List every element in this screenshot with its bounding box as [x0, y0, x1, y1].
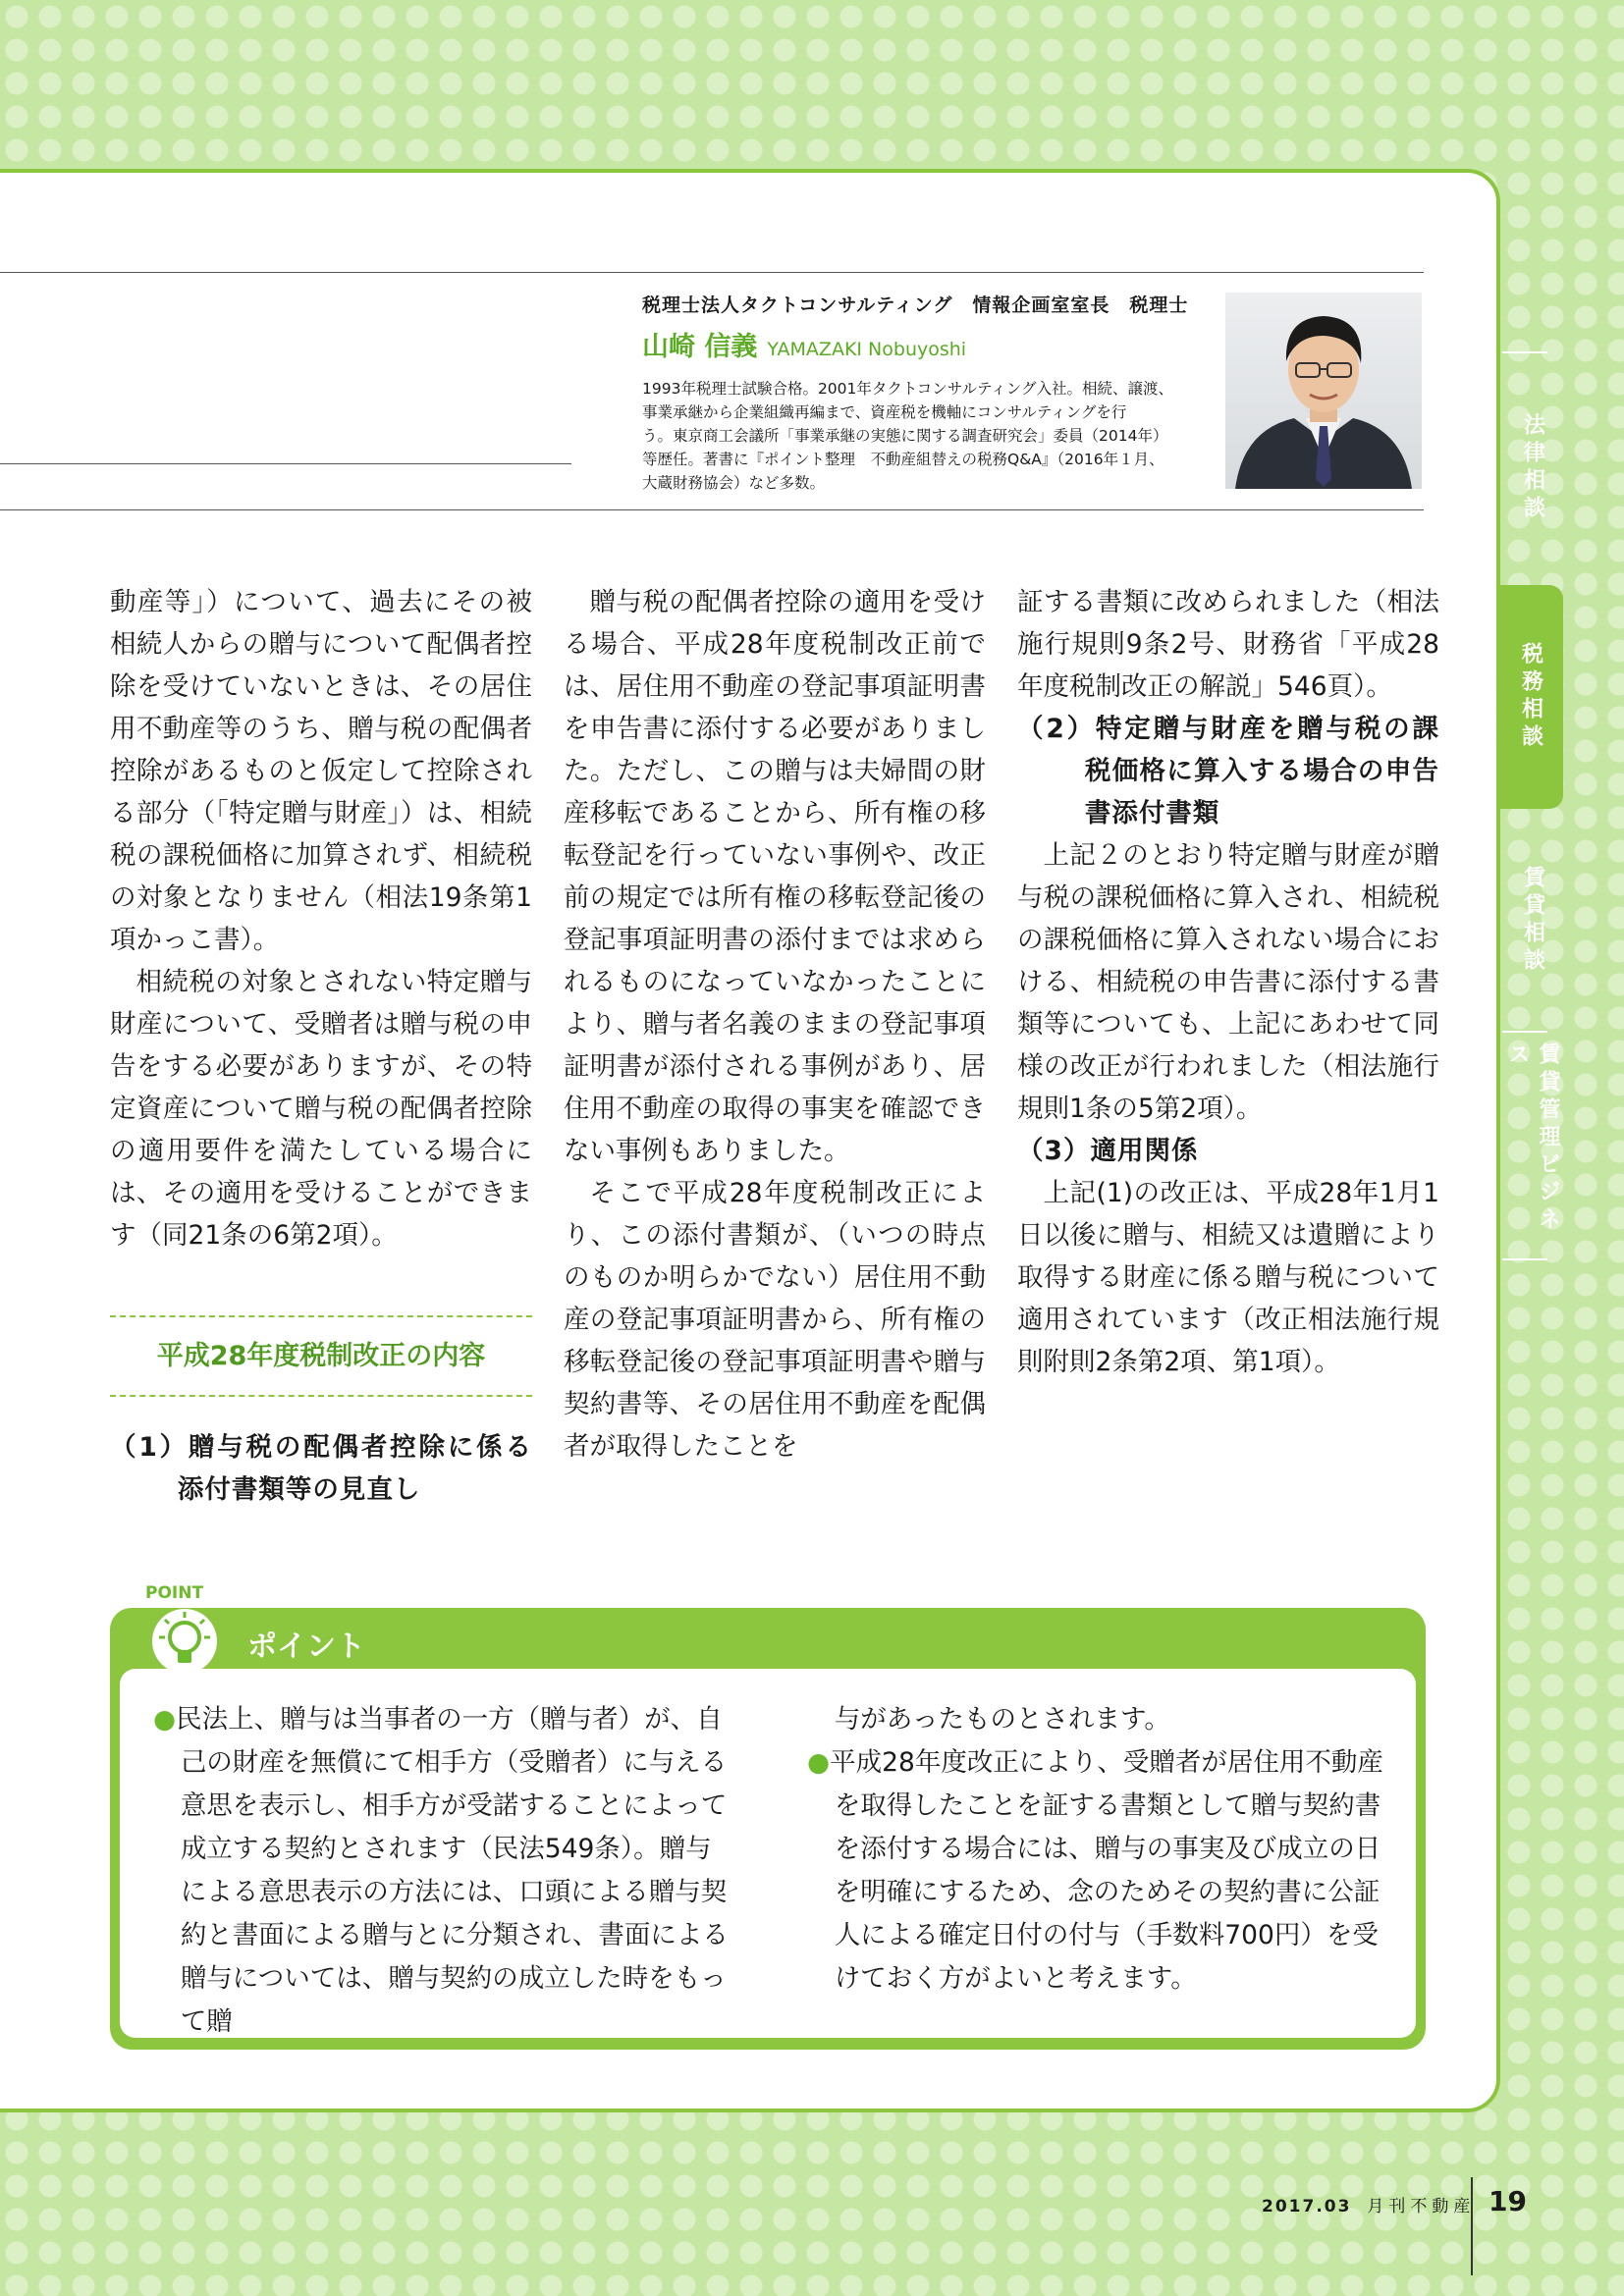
tab-separator	[1502, 351, 1547, 353]
column-1	[110, 581, 532, 1511]
point-item-text: 与があったものとされます。	[834, 1704, 1170, 1735]
author-name-line	[642, 325, 1212, 363]
point-item	[807, 1741, 1386, 2001]
footer-info	[1262, 2192, 1475, 2216]
issue-date: 2017.03	[1262, 2197, 1352, 2216]
bullet-icon: ●	[153, 1704, 177, 1735]
tab-separator	[1502, 1258, 1547, 1260]
point-content	[120, 1669, 1416, 2038]
point-column-right	[807, 1698, 1386, 2001]
author-org: 税理士法人タクトコンサルティング 情報企画室室長 税理士	[642, 294, 1189, 316]
author-name: 山崎 信義	[642, 332, 758, 362]
point-title: ポイント	[247, 1629, 365, 1664]
point-item	[153, 1698, 732, 2044]
lightbulb-icon	[137, 1578, 245, 1677]
portrait-icon	[1225, 293, 1422, 489]
author-profile	[642, 291, 1212, 495]
tab-label: 賃貸相談	[1520, 866, 1545, 976]
subheading: （2）特定贈与財産を贈与税の課税価格に算入する場合の申告書添付書類	[1017, 714, 1439, 828]
author-photo	[1225, 293, 1422, 489]
bullet-icon: ●	[807, 1747, 831, 1778]
paragraph: 贈与税の配偶者控除の適用を受ける場合、平成28年度税制改正前では、居住用不動産の登記事項証明書を申告書に添付する必要がありました。ただし、この贈与は夫婦間の財産移転であることから、所有権の移転登記を行っていない事例や、改正前の規定では所有権の移転登記後の登記事項証明書の添付までは求められるものになっていなかったことにより、贈与者名義のままの登記事項証明書が添付される事例があり、居住用不動産の取得の事実を確認できない事例もありました。	[564, 587, 986, 1166]
paragraph: 上記２のとおり特定贈与財産が贈与税の課税価格に算入され、相続税の課税価格に算入されない場合における、相続税の申告書に添付する書類等についても、上記にあわせて同様の改正が行われました（相法施行規則1条の5第2項）。	[1017, 840, 1439, 1124]
tab-tax[interactable]	[1498, 585, 1563, 809]
tab-rental[interactable]	[1502, 823, 1563, 1019]
tab-label: 税務相談	[1518, 642, 1543, 752]
author-bio	[642, 377, 1212, 495]
header-rule-bottom	[0, 509, 1424, 510]
author-bio-line: う。東京商工会議所「事業承継の実態に関する調査研究会」委員（2014年）	[642, 427, 1168, 445]
point-box	[110, 1583, 1426, 2050]
page-number: 19	[1489, 2185, 1527, 2217]
point-item-text: 民法上、贈与は当事者の一方（贈与者）が、自己の財産を無償にて相手方（受贈者）に与える意思を表示し、相手方が受諾することによって成立する契約とされます（民法549条）。贈与による意思表示の方法には、口頭による贈与契約と書面による贈与とに分類され、書面による贈与については、贈与契約の成立した時をもって贈	[176, 1704, 729, 2037]
author-bio-line: 等歴任。著書に『ポイント整理 不動産組替えの税務Q&A』（2016年１月、	[642, 451, 1164, 468]
paragraph: 相続税の対象とされない特定贈与財産について、受贈者は贈与税の申告をする必要がありますが、その特定資産について贈与税の配偶者控除の適用要件を満たしている場合には、その適用を受けることができます（同21条の6第2項）。	[110, 967, 532, 1251]
subheading: （3）適用関係	[1017, 1136, 1199, 1166]
tab-law[interactable]	[1502, 365, 1563, 571]
point-badge: POINT	[145, 1583, 204, 1603]
paragraph: そこで平成28年度税制改正により、この添付書類が、（いつの時点のものか明らかでない）居住用不動産の登記事項証明書から、所有権の移転登記後の登記事項証明書や贈与契約書等、その居住用不動産を配偶者が取得したことを	[564, 1178, 986, 1462]
tab-separator	[1502, 1031, 1547, 1033]
point-column-left	[153, 1698, 732, 2044]
author-bio-line: 事業承継から企業組織再編まで、資産税を機軸にコンサルティングを行	[642, 403, 1127, 421]
paragraph: 動産等」）について、過去にその被相続人からの贈与について配偶者控除を受けていないときは、その居住用不動産等のうち、贈与税の配偶者控除があるものと仮定して控除される部分（「特定贈与財産」）は、相続税の課税価格に加算されず、相続税の対象となりません（相法19条第1項かっこ書）。	[110, 587, 532, 955]
point-item-text: 平成28年度改正により、受贈者が居住用不動産を取得したことを証する書類として贈与契約書を添付する場合には、贈与の事実及び成立の日を明確にするため、念のためその契約書に公証人による確定日付の付与（手数料700円）を受けておく方がよいと考えます。	[830, 1747, 1383, 1994]
tab-rental-management[interactable]	[1502, 1042, 1563, 1249]
subheading: （1）贈与税の配偶者控除に係る添付書類等の見直し	[110, 1432, 532, 1505]
header-rule-top	[0, 272, 1424, 273]
tab-label: 法律相談	[1520, 413, 1545, 523]
section-title: 平成28年度税制改正の内容	[110, 1315, 532, 1397]
author-bio-line: 大蔵財務協会）など多数。	[642, 474, 826, 492]
author-bio-line: 1993年税理士試験合格。2001年タクトコンサルティング入社。相続、譲渡、	[642, 380, 1173, 398]
column-3	[1017, 581, 1439, 1383]
point-item-continued	[807, 1698, 1386, 1741]
paragraph: 上記(1)の改正は、平成28年1月1日以後に贈与、相続又は遺贈により取得する財産に係る贈与税について適用されています（改正相法施行規則附則2条第2項、第1項）。	[1017, 1178, 1439, 1377]
tab-label: 賃貸管理ビジネス	[1505, 1042, 1560, 1235]
footer-divider	[1471, 2177, 1473, 2275]
paragraph: 証する書類に改められました（相法施行規則9条2号、財務省「平成28年度税制改正の解説」546頁）。	[1017, 587, 1439, 702]
magazine-name: 月刊不動産	[1367, 2197, 1476, 2216]
author-name-roman: YAMAZAKI Nobuyoshi	[767, 339, 967, 360]
header-rule-short	[0, 463, 571, 464]
column-2	[564, 581, 986, 1468]
